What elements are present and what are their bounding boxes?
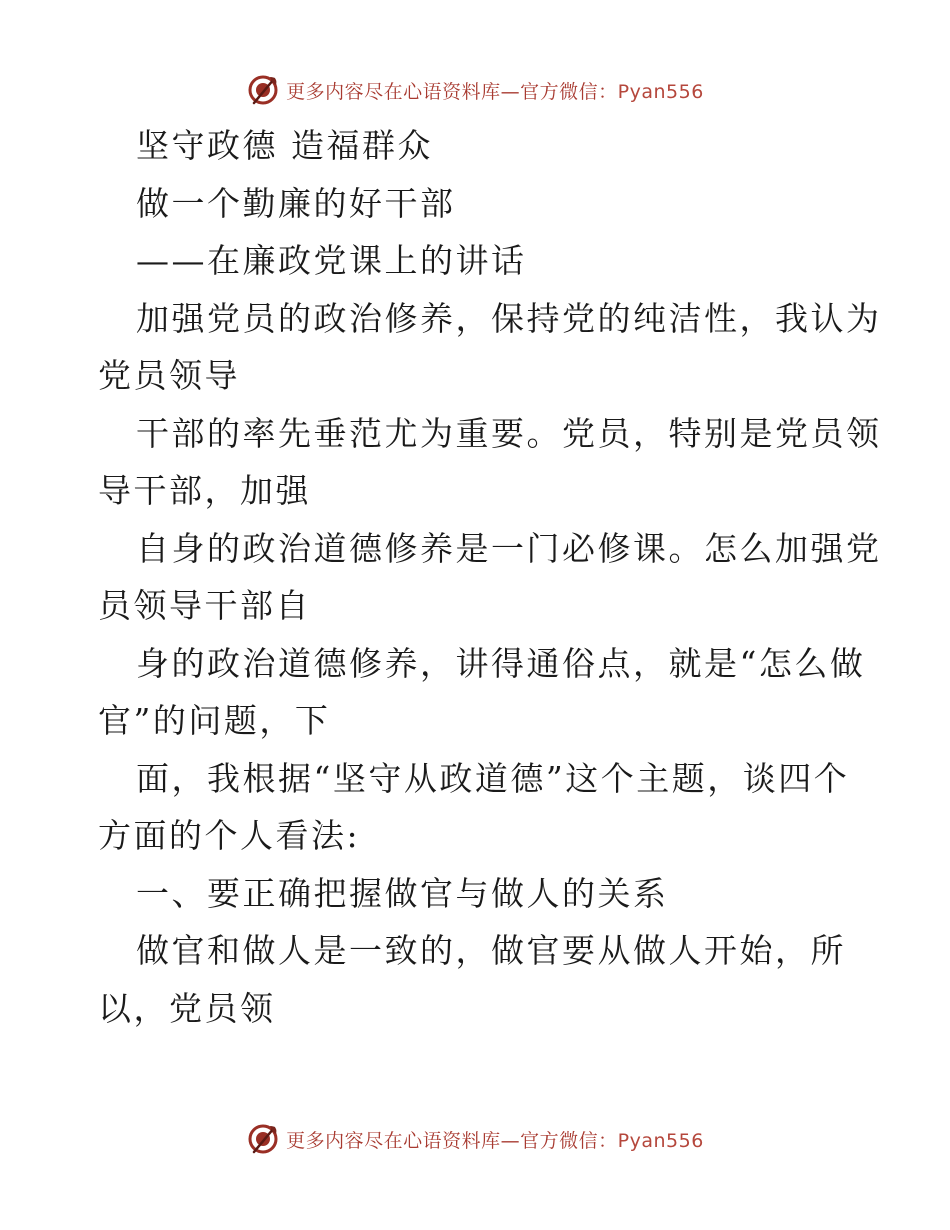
paragraph-line: 员领导干部自 xyxy=(98,586,311,625)
paragraph-line: 加强党员的政治修养，保持党的纯洁性，我认为 xyxy=(136,298,882,338)
paragraph-line: 干部的率先垂范尤为重要。党员，特别是党员领 xyxy=(136,413,882,453)
subtitle-line: 做一个勤廉的好干部 xyxy=(136,183,456,223)
paragraph-line: 党员领导 xyxy=(98,356,240,395)
watermark-text xyxy=(286,1126,704,1153)
paragraph-line: 方面的个人看法: xyxy=(98,816,361,855)
paragraph-line: 身的政治道德修养，讲得通俗点，就是“怎么做 xyxy=(136,643,866,683)
paragraph-line: 做官和做人是一致的，做官要从做人开始，所 xyxy=(136,931,846,970)
paragraph-line: 以，党员领 xyxy=(98,988,276,1028)
paragraph-line: 导干部，加强 xyxy=(98,471,311,510)
document-body xyxy=(98,117,882,1037)
quill-logo-icon xyxy=(246,1122,280,1156)
byline: ——在廉政党课上的讲话 xyxy=(136,241,527,280)
paragraph-line: 官”的问题，下 xyxy=(98,701,331,740)
quill-logo-icon xyxy=(246,73,280,107)
footer-watermark xyxy=(0,1119,950,1159)
section-heading: 一、要正确把握做官与做人的关系 xyxy=(136,873,669,913)
watermark-id: Pyan556 xyxy=(617,80,704,103)
watermark-main: 更多内容尽在心语资料库—官方微信： xyxy=(286,80,618,103)
watermark-main: 更多内容尽在心语资料库—官方微信： xyxy=(286,1129,618,1152)
watermark-text xyxy=(286,77,704,104)
title-line: 坚守政德 造福群众 xyxy=(136,126,433,165)
paragraph-line: 面，我根据“坚守从政道德”这个主题，谈四个 xyxy=(136,758,850,798)
paragraph-line: 自身的政治道德修养是一门必修课。怎么加强党 xyxy=(136,528,882,568)
watermark-id: Pyan556 xyxy=(617,1129,704,1152)
header-watermark xyxy=(0,70,950,110)
